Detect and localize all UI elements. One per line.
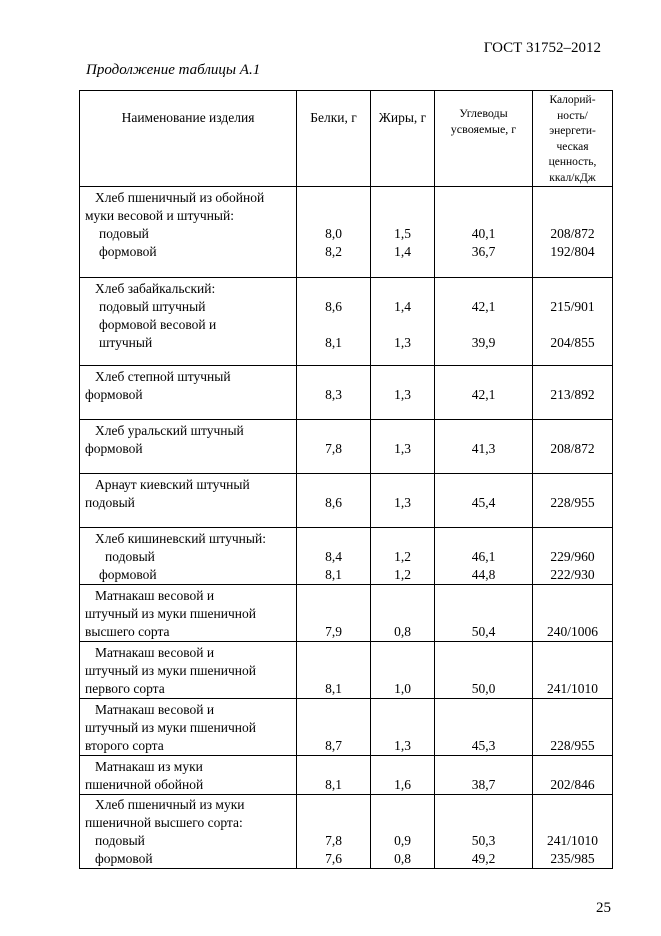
value-carbs: 44,8: [471, 567, 496, 582]
value-fat: [375, 587, 430, 605]
value-fat: [375, 422, 430, 440]
cell-calories: [533, 420, 613, 474]
cell-protein: [297, 699, 371, 756]
value-calories: 208/872: [550, 441, 595, 456]
value-protein: [301, 796, 366, 814]
value-fat: 1,3: [394, 441, 411, 456]
value-carbs: [439, 530, 528, 548]
value-fat: [375, 530, 430, 548]
cell-name: [80, 366, 297, 420]
value-fat: [375, 368, 430, 386]
cell-fat: [371, 585, 435, 642]
value-fat: [375, 701, 430, 719]
value-protein: [301, 368, 366, 386]
value-protein: 8,3: [325, 387, 342, 402]
cell-carbs: [435, 278, 533, 366]
table-row: [80, 795, 613, 869]
table-caption: Продолжение таблицы А.1: [86, 62, 261, 78]
product-name-line: подовый: [95, 833, 145, 848]
value-calories: 241/1010: [546, 833, 598, 848]
value-protein: 7,6: [325, 851, 342, 866]
value-calories: [537, 280, 608, 298]
table-row: [80, 756, 613, 795]
table-row: [80, 366, 613, 420]
cell-name: [80, 699, 297, 756]
value-calories: 222/930: [550, 567, 595, 582]
value-calories: 229/960: [550, 549, 595, 564]
value-calories: [537, 605, 608, 623]
cell-carbs: [435, 528, 533, 585]
value-calories: 213/892: [550, 387, 595, 402]
product-name-line: муки весовой и штучный:: [85, 208, 234, 223]
value-fat: 1,2: [394, 567, 411, 582]
value-calories: 240/1006: [546, 624, 598, 639]
value-calories: 215/901: [550, 299, 595, 314]
cell-calories: [533, 528, 613, 585]
value-fat: 1,4: [394, 244, 411, 259]
value-carbs: 49,2: [471, 851, 496, 866]
value-fat: 0,9: [394, 833, 411, 848]
value-protein: [301, 701, 366, 719]
value-carbs: [439, 316, 528, 334]
cell-fat: [371, 699, 435, 756]
value-carbs: [439, 719, 528, 737]
value-fat: 0,8: [394, 624, 411, 639]
cell-calories: [533, 642, 613, 699]
value-calories: 228/955: [550, 495, 595, 510]
value-carbs: [439, 758, 528, 776]
cell-name: [80, 642, 297, 699]
page-number: 25: [596, 900, 611, 916]
value-protein: 8,0: [325, 226, 342, 241]
product-name-line: Хлеб пшеничный из обойной: [95, 190, 265, 205]
value-carbs: 45,4: [471, 495, 496, 510]
product-name-line: второго сорта: [85, 738, 164, 753]
product-name-line: подовый: [99, 226, 149, 241]
product-name-line: Матнакаш из муки: [95, 759, 203, 774]
cell-carbs: [435, 699, 533, 756]
cell-carbs: [435, 366, 533, 420]
cell-fat: [371, 474, 435, 528]
value-fat: 1,2: [394, 549, 411, 564]
value-protein: [301, 476, 366, 494]
value-fat: [375, 719, 430, 737]
cell-name: [80, 474, 297, 528]
table-row: [80, 585, 613, 642]
column-header-calories: Калорий-ность/ энергети-ческая ценность, ккал/кДж: [533, 91, 613, 187]
cell-protein: [297, 756, 371, 795]
value-calories: [537, 530, 608, 548]
value-protein: [301, 662, 366, 680]
product-name-line: Хлеб кишиневский штучный:: [95, 531, 266, 546]
product-name-line: штучный из муки пшеничной: [85, 720, 256, 735]
product-name-line: подовый: [105, 549, 155, 564]
value-carbs: [439, 662, 528, 680]
value-carbs: [439, 605, 528, 623]
cell-calories: [533, 756, 613, 795]
cell-name: [80, 756, 297, 795]
product-name-line: подовый штучный: [99, 299, 206, 314]
cell-calories: [533, 585, 613, 642]
value-fat: 1,3: [394, 387, 411, 402]
product-name-line: штучный из муки пшеничной: [85, 606, 256, 621]
table-row: [80, 420, 613, 474]
cell-calories: [533, 366, 613, 420]
value-carbs: 42,1: [471, 299, 496, 314]
value-protein: [301, 207, 366, 225]
value-protein: [301, 605, 366, 623]
value-carbs: 46,1: [471, 549, 496, 564]
cell-carbs: [435, 474, 533, 528]
product-name-line: пшеничной обойной: [85, 777, 204, 792]
value-calories: [537, 719, 608, 737]
value-calories: 192/804: [550, 244, 595, 259]
column-header-carbs: Углеводы усвояемые, г: [435, 91, 533, 187]
product-name-line: высшего сорта: [85, 624, 170, 639]
cell-protein: [297, 420, 371, 474]
cell-name: [80, 187, 297, 278]
cell-protein: [297, 366, 371, 420]
cell-calories: [533, 474, 613, 528]
cell-carbs: [435, 795, 533, 869]
value-fat: 1,3: [394, 335, 411, 350]
column-header-name: Наименование изделия: [80, 91, 297, 187]
value-carbs: 50,0: [471, 681, 496, 696]
product-name-line: формовой весовой и: [99, 317, 217, 332]
table-row: [80, 699, 613, 756]
value-calories: [537, 701, 608, 719]
value-calories: [537, 587, 608, 605]
value-protein: 8,4: [325, 549, 342, 564]
value-fat: 1,0: [394, 681, 411, 696]
value-carbs: 40,1: [471, 226, 496, 241]
value-carbs: [439, 814, 528, 832]
value-carbs: [439, 476, 528, 494]
table-row: [80, 474, 613, 528]
value-fat: [375, 796, 430, 814]
table-row: [80, 187, 613, 278]
cell-calories: [533, 795, 613, 869]
value-carbs: 41,3: [471, 441, 496, 456]
value-carbs: [439, 189, 528, 207]
value-calories: [537, 207, 608, 225]
product-name-line: Хлеб уральский штучный: [95, 423, 244, 438]
value-protein: [301, 422, 366, 440]
value-fat: [375, 662, 430, 680]
cell-fat: [371, 756, 435, 795]
value-carbs: [439, 644, 528, 662]
value-fat: 1,6: [394, 777, 411, 792]
product-name-line: подовый: [85, 495, 135, 510]
value-calories: [537, 814, 608, 832]
product-name-line: штучный из муки пшеничной: [85, 663, 256, 678]
cell-calories: [533, 278, 613, 366]
cell-fat: [371, 278, 435, 366]
product-name-line: Матнакаш весовой и: [95, 588, 215, 603]
value-calories: [537, 368, 608, 386]
value-calories: [537, 796, 608, 814]
product-name-line: первого сорта: [85, 681, 165, 696]
value-calories: 204/855: [550, 335, 595, 350]
value-carbs: 42,1: [471, 387, 496, 402]
value-fat: 1,3: [394, 738, 411, 753]
cell-carbs: [435, 642, 533, 699]
cell-name: [80, 528, 297, 585]
product-name-line: Матнакаш весовой и: [95, 645, 215, 660]
cell-calories: [533, 699, 613, 756]
product-name-line: пшеничной высшего сорта:: [85, 815, 243, 830]
value-calories: [537, 644, 608, 662]
table-row: [80, 642, 613, 699]
value-protein: 8,6: [325, 299, 342, 314]
value-carbs: 39,9: [471, 335, 496, 350]
value-protein: 7,9: [325, 624, 342, 639]
product-name-line: Матнакаш весовой и: [95, 702, 215, 717]
cell-protein: [297, 278, 371, 366]
value-calories: 208/872: [550, 226, 595, 241]
value-protein: 8,1: [325, 681, 342, 696]
column-header-protein: Белки, г: [297, 91, 371, 187]
product-name-line: формовой: [99, 567, 157, 582]
table-row: [80, 278, 613, 366]
cell-name: [80, 585, 297, 642]
cell-fat: [371, 528, 435, 585]
product-name-line: формовой: [85, 441, 143, 456]
cell-protein: [297, 528, 371, 585]
value-protein: [301, 189, 366, 207]
value-fat: [375, 758, 430, 776]
table-header-row: [80, 91, 613, 187]
value-carbs: [439, 280, 528, 298]
value-calories: [537, 422, 608, 440]
cell-protein: [297, 474, 371, 528]
cell-protein: [297, 187, 371, 278]
cell-carbs: [435, 420, 533, 474]
value-calories: 228/955: [550, 738, 595, 753]
value-protein: [301, 587, 366, 605]
cell-carbs: [435, 585, 533, 642]
value-protein: 8,1: [325, 567, 342, 582]
table-row: [80, 528, 613, 585]
value-protein: 8,2: [325, 244, 342, 259]
value-carbs: [439, 368, 528, 386]
cell-fat: [371, 187, 435, 278]
product-name-line: Хлеб забайкальский:: [95, 281, 216, 296]
value-fat: [375, 644, 430, 662]
value-protein: [301, 316, 366, 334]
product-name-line: формовой: [95, 851, 153, 866]
product-name-line: Арнаут киевский штучный: [95, 477, 250, 492]
value-protein: 8,6: [325, 495, 342, 510]
product-name-line: штучный: [99, 335, 153, 350]
value-protein: 7,8: [325, 441, 342, 456]
cell-fat: [371, 420, 435, 474]
value-protein: 7,8: [325, 833, 342, 848]
value-protein: 8,1: [325, 335, 342, 350]
value-protein: [301, 280, 366, 298]
value-calories: [537, 662, 608, 680]
value-fat: [375, 316, 430, 334]
cell-fat: [371, 366, 435, 420]
cell-name: [80, 795, 297, 869]
value-fat: [375, 207, 430, 225]
cell-protein: [297, 585, 371, 642]
cell-fat: [371, 795, 435, 869]
product-name-line: Хлеб пшеничный из муки: [95, 797, 245, 812]
value-fat: [375, 605, 430, 623]
value-fat: 1,5: [394, 226, 411, 241]
value-fat: 0,8: [394, 851, 411, 866]
cell-name: [80, 278, 297, 366]
cell-fat: [371, 642, 435, 699]
value-carbs: 36,7: [471, 244, 496, 259]
value-protein: 8,1: [325, 777, 342, 792]
value-calories: [537, 476, 608, 494]
value-carbs: [439, 701, 528, 719]
value-carbs: [439, 796, 528, 814]
product-name-line: формовой: [99, 244, 157, 259]
value-fat: [375, 280, 430, 298]
value-protein: [301, 814, 366, 832]
value-carbs: [439, 422, 528, 440]
value-calories: 235/985: [550, 851, 595, 866]
cell-protein: [297, 642, 371, 699]
value-calories: 202/846: [550, 777, 595, 792]
value-calories: 241/1010: [546, 681, 598, 696]
product-name-line: Хлеб степной штучный: [95, 369, 231, 384]
cell-carbs: [435, 187, 533, 278]
value-protein: [301, 719, 366, 737]
value-fat: 1,4: [394, 299, 411, 314]
value-fat: [375, 476, 430, 494]
product-name-line: формовой: [85, 387, 143, 402]
value-carbs: 38,7: [471, 777, 496, 792]
value-protein: [301, 758, 366, 776]
value-carbs: 50,4: [471, 624, 496, 639]
value-carbs: 45,3: [471, 738, 496, 753]
column-header-fat: Жиры, г: [371, 91, 435, 187]
cell-name: [80, 420, 297, 474]
value-carbs: 50,3: [471, 833, 496, 848]
value-protein: [301, 644, 366, 662]
value-protein: [301, 530, 366, 548]
value-carbs: [439, 587, 528, 605]
cell-protein: [297, 795, 371, 869]
value-fat: [375, 189, 430, 207]
value-carbs: [439, 207, 528, 225]
value-fat: [375, 814, 430, 832]
nutrition-table: [79, 90, 613, 869]
value-fat: 1,3: [394, 495, 411, 510]
value-calories: [537, 316, 608, 334]
value-calories: [537, 189, 608, 207]
value-protein: 8,7: [325, 738, 342, 753]
document-code: ГОСТ 31752–2012: [483, 40, 601, 56]
value-calories: [537, 758, 608, 776]
cell-calories: [533, 187, 613, 278]
cell-carbs: [435, 756, 533, 795]
